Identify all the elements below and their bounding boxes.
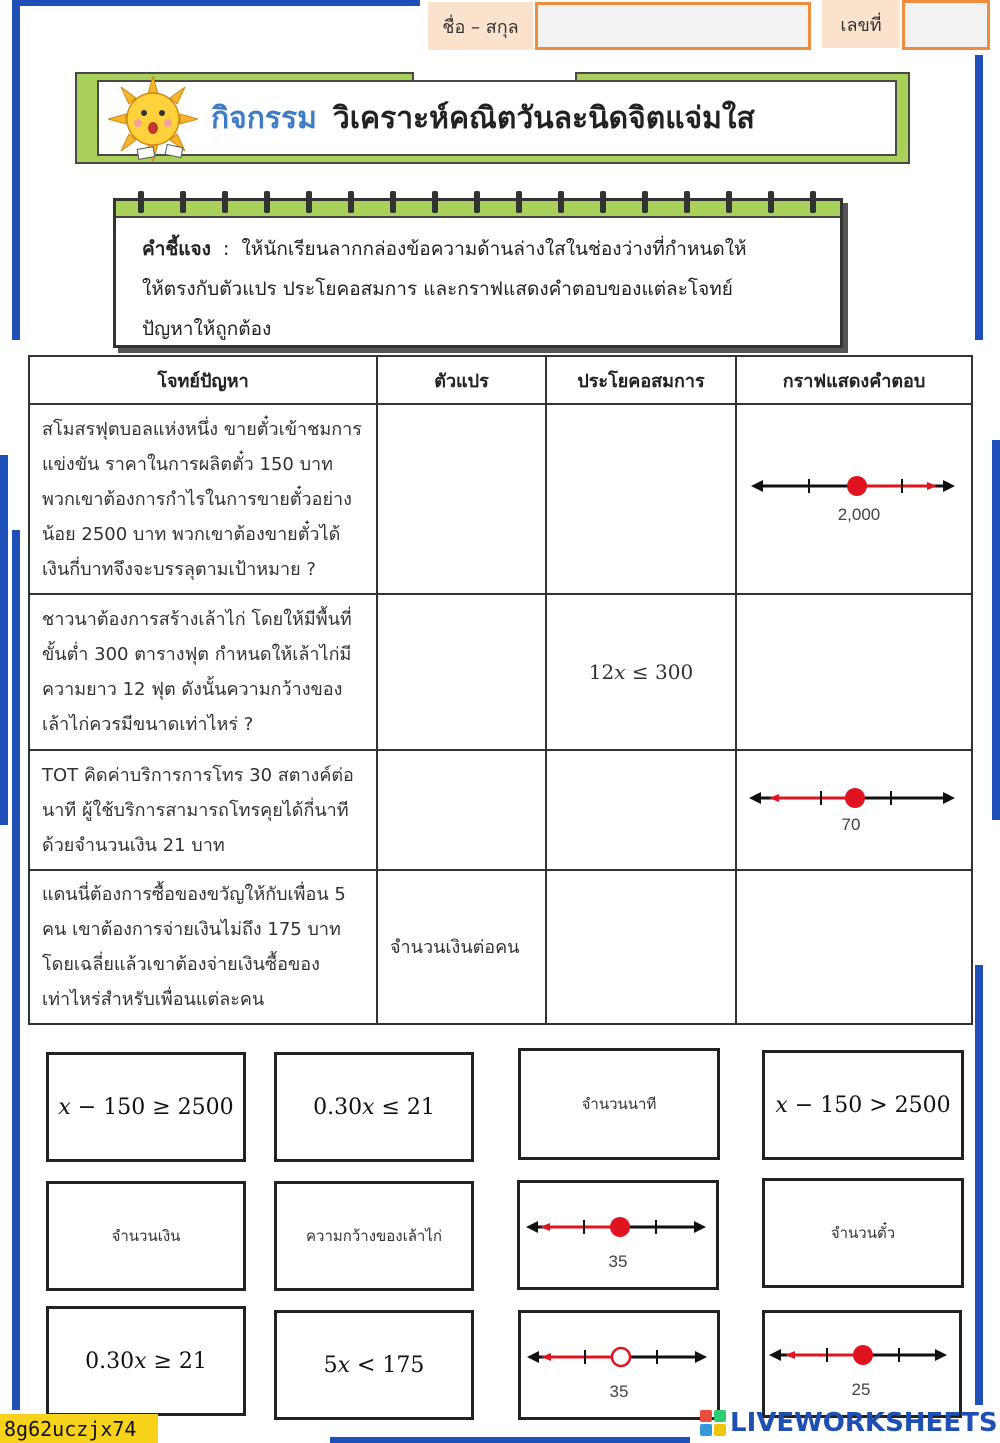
col-header-graph: กราฟแสดงคำตอบ [736, 356, 972, 404]
instruction-box [113, 198, 843, 348]
ring-icon [264, 191, 270, 213]
inequality-coef: 12 [588, 659, 615, 684]
card-text: 0.30x ≤ 21 [313, 1094, 435, 1120]
problem-cell [29, 404, 377, 594]
card-text: 0.30x ≥ 21 [85, 1348, 207, 1374]
graph-drop-cell[interactable] [736, 594, 972, 750]
title-banner [75, 72, 910, 164]
ring-icon [138, 191, 144, 213]
inequality-rest: ≤ 300 [625, 659, 694, 684]
number-field[interactable] [902, 0, 990, 50]
number-line-graph [520, 1183, 716, 1287]
frame-bar-right-low [975, 965, 983, 1405]
graph-label: 70 [841, 815, 861, 834]
graph-drop-cell[interactable] [736, 870, 972, 1024]
answer-card-inequality[interactable] [762, 1050, 964, 1160]
graph-cell [736, 404, 972, 594]
problem-line: ชาวนาต้องการสร้างเล้าไก่ โดยให้มีพื้นที่ [42, 609, 352, 630]
ring-icon [348, 191, 354, 213]
answer-card-variable[interactable] [762, 1178, 964, 1288]
ring-icon [684, 191, 690, 213]
answer-card-variable[interactable] [46, 1181, 246, 1291]
problem-line: TOT คิดค่าบริการการโทร 30 สตางค์ต่อ [42, 764, 354, 786]
variable-drop-cell[interactable] [377, 404, 546, 594]
ring-icon [180, 191, 186, 213]
liveworksheets-logo-icon [700, 1410, 726, 1436]
ring-icon [390, 191, 396, 213]
variable-drop-cell[interactable] [377, 594, 546, 750]
title-activity: กิจกรรม [211, 100, 317, 136]
instruction-sep: : [223, 238, 230, 260]
number-line-graph [765, 1313, 959, 1415]
ring-icon [516, 191, 522, 213]
graph-cell [736, 750, 972, 870]
ring-icon [768, 191, 774, 213]
title-banner-inner [97, 80, 897, 156]
graph-label: 25 [851, 1380, 871, 1399]
closed-point-marker [853, 1345, 873, 1365]
liveworksheets-logo[interactable] [700, 1408, 1000, 1438]
col-header-inequality: ประโยคอสมการ [546, 356, 736, 404]
graph-label: 2,000 [837, 505, 881, 524]
answer-card-variable[interactable] [274, 1181, 474, 1291]
ring-icon [222, 191, 228, 213]
ring-icon [558, 191, 564, 213]
card-text: จำนวนเงิน [111, 1227, 181, 1245]
sun-mascot-icon [108, 76, 198, 162]
name-label: ชื่อ – สกุล [428, 2, 533, 50]
frame-bar-right-mid [992, 440, 1000, 820]
card-text: จำนวนนาที [581, 1095, 657, 1113]
number-line-graph [521, 1313, 717, 1417]
variable-drop-cell[interactable] [377, 750, 546, 870]
problem-line: โดยเฉลี่ยแล้วเขาต้องจ่ายเงินซื้อของ [42, 954, 320, 975]
problem-line: ขั้นต่ำ 300 ตารางฟุต กำหนดให้เล้าไก่มี [42, 644, 352, 665]
table-row [29, 750, 972, 870]
inequality-drop-cell[interactable] [546, 750, 736, 870]
problem-line: นาที ผู้ใช้บริการสามารถโทรคุยได้กี่นาที [42, 799, 349, 821]
graph-label: 35 [609, 1382, 629, 1401]
problem-cell [29, 870, 377, 1024]
inequality-cell [546, 594, 736, 750]
answer-card-graph[interactable] [762, 1310, 962, 1418]
instruction-label: คำชี้แจง [142, 238, 211, 260]
ring-icon [600, 191, 606, 213]
problem-line: พวกเขาต้องการกำไรในการขายตั๋วอย่าง [42, 488, 352, 510]
inequality-drop-cell[interactable] [546, 404, 736, 594]
problem-line: แข่งขัน ราคาในการผลิตตั๋ว 150 บาท [42, 453, 333, 475]
ring-icon [432, 191, 438, 213]
problem-cell [29, 594, 377, 750]
banner-tab [412, 72, 577, 82]
frame-bar-left-mid [0, 455, 8, 825]
instruction-line-2: ให้ตรงกับตัวแปร ประโยคอสมการ และกราฟแสดงคำตอบของแต่ละโจทย์ [142, 278, 733, 300]
ring-icon [810, 191, 816, 213]
answer-card-graph[interactable] [518, 1310, 720, 1420]
frame-bar-top [20, 0, 420, 6]
instruction-text [142, 229, 822, 349]
worksheet-code: 8g62uczjx74 [0, 1414, 158, 1443]
frame-bar-left-low [12, 530, 20, 1410]
variable-cell: จำนวนเงินต่อคน [377, 870, 546, 1024]
instruction-line-1: ให้นักเรียนลากกล่องข้อความด้านล่างใสในช่องว่างที่กำหนดให้ [241, 238, 747, 260]
ring-icon [474, 191, 480, 213]
col-header-variable: ตัวแปร [377, 356, 546, 404]
inequality-var: x [614, 659, 626, 684]
problem-table [28, 355, 973, 1025]
answer-card-inequality[interactable] [46, 1306, 246, 1416]
problem-line: ด้วยจำนวนเงิน 21 บาท [42, 834, 225, 856]
table-row [29, 870, 972, 1024]
answer-card-graph[interactable] [517, 1180, 719, 1290]
number-line-graph [737, 448, 969, 538]
answer-card-variable[interactable] [518, 1048, 720, 1160]
open-point-marker [612, 1348, 630, 1366]
closed-point-marker [845, 788, 865, 808]
problem-line: น้อย 2500 บาท พวกเขาต้องขายตั๋วได้ [42, 523, 341, 545]
graph-label: 35 [608, 1252, 628, 1271]
closed-point-marker [610, 1217, 630, 1237]
frame-bar-bottom [330, 1437, 690, 1443]
problem-line: เงินกี่บาทจึงจะบรรลุตามเป้าหมาย ? [42, 558, 316, 580]
table-row [29, 404, 972, 594]
col-header-problem: โจทย์ปัญหา [29, 356, 377, 404]
card-text: 5x < 175 [323, 1352, 425, 1378]
card-text: จำนวนตั๋ว [830, 1224, 896, 1242]
liveworksheets-brand: LIVEWORKSHEETS [730, 1408, 998, 1438]
problem-line: สโมสรฟุตบอลแห่งหนึ่ง ขายตั๋วเข้าชมการ [42, 418, 362, 440]
table-header-row [29, 356, 972, 404]
closed-point-marker [847, 476, 867, 496]
ring-icon [306, 191, 312, 213]
title-main: วิเคราะห์คณิตวันละนิดจิตแจ่มใส [332, 100, 755, 136]
instruction-line-3: ปัญหาให้ถูกต้อง [142, 318, 272, 340]
problem-line: เล้าไก่ควรมีขนาดเท่าไหร่ ? [42, 714, 254, 735]
problem-cell [29, 750, 377, 870]
ring-icon [642, 191, 648, 213]
problem-line: แดนนี่ต้องการซื้อของขวัญให้กับเพื่อน 5 [42, 884, 346, 905]
problem-line: ความยาว 12 ฟุต ดังนั้นความกว้างของ [42, 679, 343, 700]
answer-card-inequality[interactable] [46, 1052, 246, 1162]
table-row [29, 594, 972, 750]
frame-bar-right-top [975, 55, 983, 340]
name-field[interactable] [535, 2, 811, 50]
ring-icon [726, 191, 732, 213]
problem-line: เท่าไหร่สำหรับเพื่อนแต่ละคน [42, 989, 265, 1010]
number-label: เลขที่ [822, 0, 900, 48]
card-text: ความกว้างของเล้าไก่ [306, 1227, 442, 1245]
number-line-graph [737, 764, 969, 844]
card-text: x − 150 > 2500 [775, 1092, 951, 1118]
card-text: x − 150 ≥ 2500 [58, 1094, 234, 1120]
answer-card-inequality[interactable] [274, 1310, 474, 1420]
answer-card-inequality[interactable] [274, 1052, 474, 1162]
frame-bar-left-top [12, 0, 20, 340]
inequality-drop-cell[interactable] [546, 870, 736, 1024]
problem-line: คน เขาต้องการจ่ายเงินไม่ถึง 175 บาท [42, 919, 341, 940]
